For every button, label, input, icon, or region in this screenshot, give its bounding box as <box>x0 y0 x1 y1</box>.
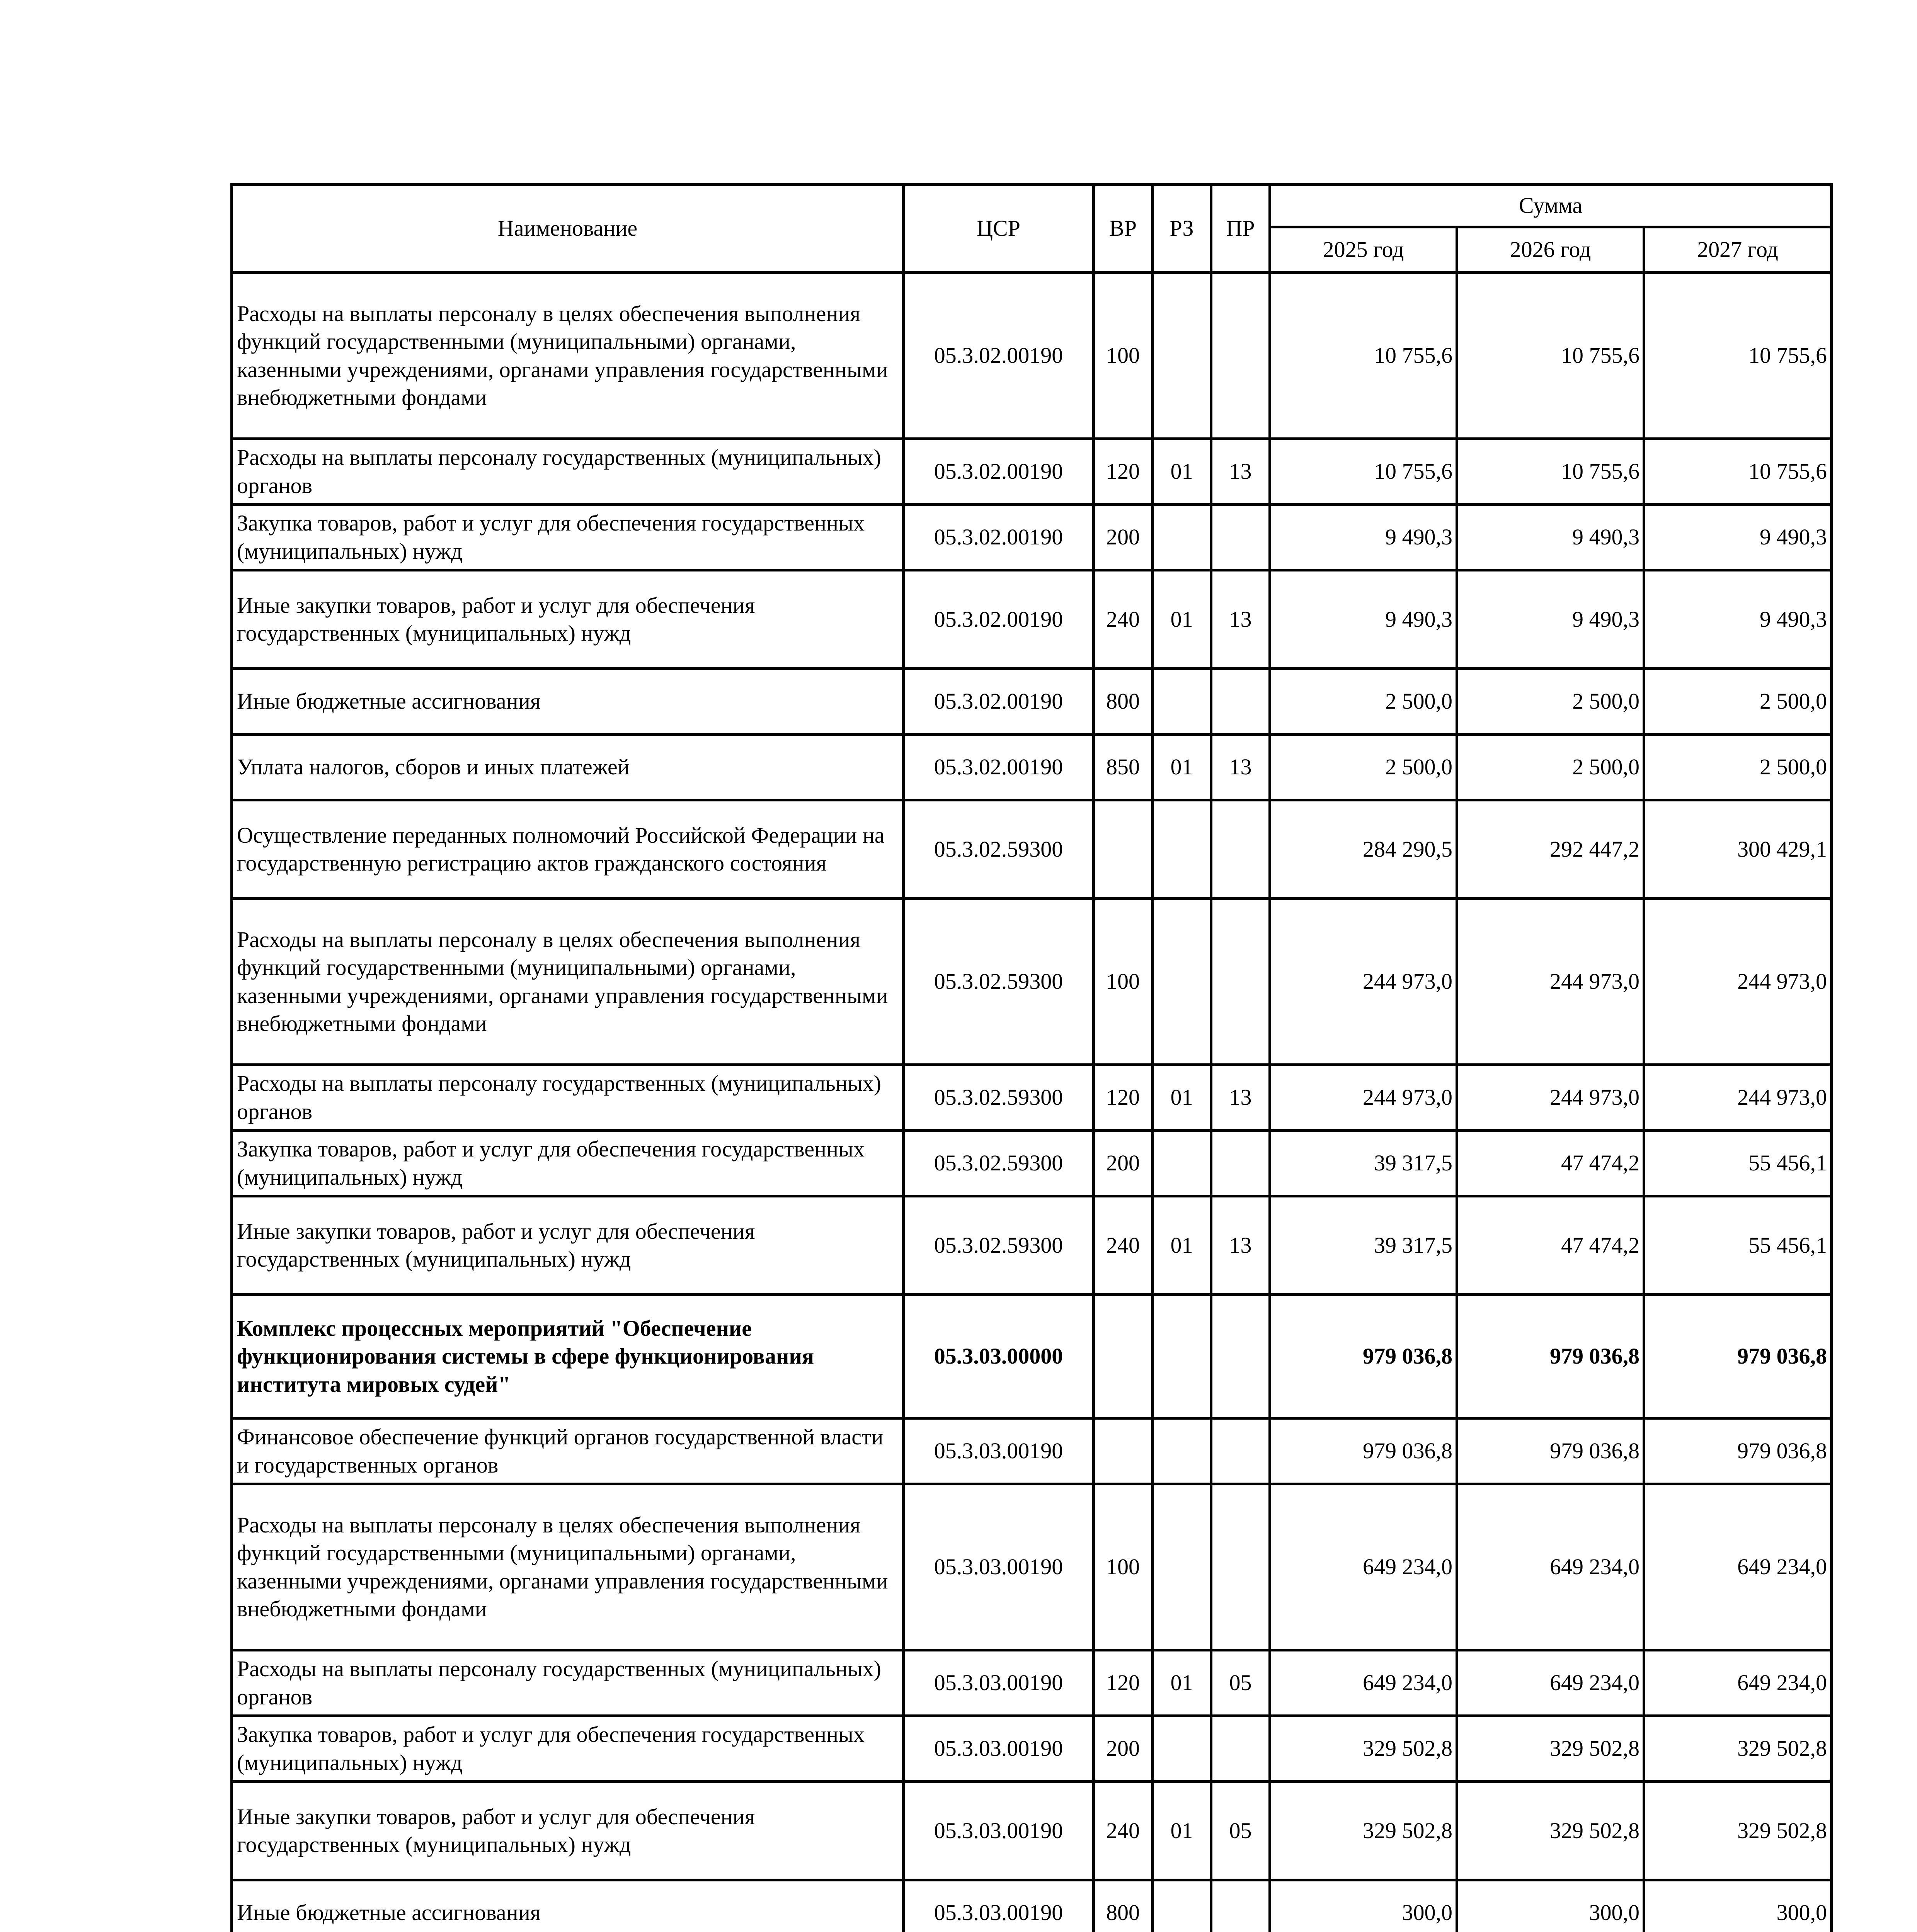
cell-rz <box>1153 1484 1211 1650</box>
cell-name: Закупка товаров, работ и услуг для обеспечения государственных (муниципальных) нужд <box>232 1716 904 1782</box>
cell-name: Расходы на выплаты персоналу государственных (муниципальных) органов <box>232 1650 904 1716</box>
table-row <box>232 1484 1832 1650</box>
header-rz: РЗ <box>1153 185 1211 273</box>
cell-vr: 120 <box>1094 1650 1153 1716</box>
table-body <box>232 273 1832 1932</box>
cell-2027: 2 500,0 <box>1644 735 1832 800</box>
table-row <box>232 1196 1832 1295</box>
header-pr: ПР <box>1211 185 1270 273</box>
table-row <box>232 735 1832 800</box>
cell-2027: 10 755,6 <box>1644 273 1832 439</box>
cell-2027: 300 429,1 <box>1644 800 1832 899</box>
cell-rz: 01 <box>1153 1065 1211 1131</box>
cell-name: Расходы на выплаты персоналу в целях обеспечения выполнения функций государственными (муниципальными) органами, казенными учреждениями, органами управления государственными внебюджетными фондами <box>232 899 904 1065</box>
cell-csr: 05.3.03.00190 <box>904 1484 1094 1650</box>
cell-2025: 329 502,8 <box>1270 1716 1457 1782</box>
cell-pr: 13 <box>1211 570 1270 669</box>
header-2025: 2025 год <box>1270 227 1457 273</box>
cell-vr: 200 <box>1094 505 1153 570</box>
cell-rz: 01 <box>1153 1650 1211 1716</box>
cell-pr <box>1211 1131 1270 1196</box>
table-row <box>232 1880 1832 1932</box>
cell-name: Осуществление переданных полномочий Российской Федерации на государственную регистрацию актов гражданского состояния <box>232 800 904 899</box>
table-row <box>232 1716 1832 1782</box>
cell-vr: 120 <box>1094 1065 1153 1131</box>
cell-2025: 649 234,0 <box>1270 1650 1457 1716</box>
table-row <box>232 800 1832 899</box>
header-csr: ЦСР <box>904 185 1094 273</box>
cell-2027: 300,0 <box>1644 1880 1832 1932</box>
table-row <box>232 1782 1832 1880</box>
cell-2027: 979 036,8 <box>1644 1295 1832 1418</box>
cell-csr: 05.3.02.59300 <box>904 1196 1094 1295</box>
cell-csr: 05.3.03.00000 <box>904 1295 1094 1418</box>
cell-2025: 39 317,5 <box>1270 1131 1457 1196</box>
cell-vr: 100 <box>1094 1484 1153 1650</box>
cell-csr: 05.3.02.00190 <box>904 669 1094 735</box>
cell-rz <box>1153 1716 1211 1782</box>
cell-2025: 244 973,0 <box>1270 1065 1457 1131</box>
cell-pr: 13 <box>1211 1196 1270 1295</box>
cell-vr: 240 <box>1094 570 1153 669</box>
cell-vr <box>1094 1295 1153 1418</box>
cell-2025: 979 036,8 <box>1270 1418 1457 1484</box>
cell-2027: 649 234,0 <box>1644 1484 1832 1650</box>
cell-csr: 05.3.03.00190 <box>904 1880 1094 1932</box>
cell-csr: 05.3.02.00190 <box>904 273 1094 439</box>
cell-vr: 800 <box>1094 669 1153 735</box>
budget-table <box>230 183 1833 1932</box>
cell-pr <box>1211 1295 1270 1418</box>
table-row <box>232 505 1832 570</box>
cell-2027: 9 490,3 <box>1644 570 1832 669</box>
table-row <box>232 669 1832 735</box>
cell-rz <box>1153 1880 1211 1932</box>
cell-2026: 244 973,0 <box>1457 899 1644 1065</box>
cell-2025: 649 234,0 <box>1270 1484 1457 1650</box>
cell-2027: 329 502,8 <box>1644 1782 1832 1880</box>
cell-2025: 9 490,3 <box>1270 505 1457 570</box>
cell-vr: 100 <box>1094 273 1153 439</box>
cell-pr <box>1211 1716 1270 1782</box>
cell-vr: 240 <box>1094 1196 1153 1295</box>
cell-csr: 05.3.02.59300 <box>904 800 1094 899</box>
cell-2027: 244 973,0 <box>1644 899 1832 1065</box>
cell-name: Расходы на выплаты персоналу государственных (муниципальных) органов <box>232 1065 904 1131</box>
cell-rz <box>1153 800 1211 899</box>
cell-2026: 47 474,2 <box>1457 1131 1644 1196</box>
cell-rz <box>1153 899 1211 1065</box>
table-row <box>232 570 1832 669</box>
header-2026: 2026 год <box>1457 227 1644 273</box>
cell-2027: 55 456,1 <box>1644 1196 1832 1295</box>
cell-2026: 329 502,8 <box>1457 1782 1644 1880</box>
cell-2027: 649 234,0 <box>1644 1650 1832 1716</box>
cell-2026: 9 490,3 <box>1457 505 1644 570</box>
cell-rz <box>1153 1295 1211 1418</box>
cell-vr: 850 <box>1094 735 1153 800</box>
cell-pr <box>1211 899 1270 1065</box>
cell-2027: 9 490,3 <box>1644 505 1832 570</box>
cell-2026: 9 490,3 <box>1457 570 1644 669</box>
cell-2025: 300,0 <box>1270 1880 1457 1932</box>
cell-2025: 9 490,3 <box>1270 570 1457 669</box>
header-name: Наименование <box>232 185 904 273</box>
cell-2026: 649 234,0 <box>1457 1650 1644 1716</box>
cell-vr <box>1094 1418 1153 1484</box>
cell-name: Иные закупки товаров, работ и услуг для обеспечения государственных (муниципальных) нужд <box>232 570 904 669</box>
cell-2026: 979 036,8 <box>1457 1295 1644 1418</box>
cell-2025: 244 973,0 <box>1270 899 1457 1065</box>
cell-2027: 10 755,6 <box>1644 439 1832 505</box>
cell-name: Комплекс процессных мероприятий "Обеспечение функционирования системы в сфере функционирования института мировых судей" <box>232 1295 904 1418</box>
cell-pr: 05 <box>1211 1782 1270 1880</box>
cell-2025: 2 500,0 <box>1270 669 1457 735</box>
cell-pr <box>1211 1880 1270 1932</box>
cell-pr <box>1211 273 1270 439</box>
cell-2026: 244 973,0 <box>1457 1065 1644 1131</box>
header-vr: ВР <box>1094 185 1153 273</box>
table-row <box>232 439 1832 505</box>
cell-2025: 284 290,5 <box>1270 800 1457 899</box>
cell-vr: 240 <box>1094 1782 1153 1880</box>
cell-pr <box>1211 669 1270 735</box>
cell-csr: 05.3.02.59300 <box>904 1065 1094 1131</box>
table-row <box>232 899 1832 1065</box>
table-row <box>232 273 1832 439</box>
cell-name: Иные бюджетные ассигнования <box>232 669 904 735</box>
cell-csr: 05.3.03.00190 <box>904 1716 1094 1782</box>
cell-name: Иные бюджетные ассигнования <box>232 1880 904 1932</box>
cell-name: Расходы на выплаты персоналу в целях обеспечения выполнения функций государственными (муниципальными) органами, казенными учреждениями, органами управления государственными внебюджетными фондами <box>232 273 904 439</box>
cell-pr: 05 <box>1211 1650 1270 1716</box>
cell-2025: 329 502,8 <box>1270 1782 1457 1880</box>
cell-rz: 01 <box>1153 735 1211 800</box>
cell-2026: 292 447,2 <box>1457 800 1644 899</box>
header-2027: 2027 год <box>1644 227 1832 273</box>
cell-2025: 10 755,6 <box>1270 439 1457 505</box>
cell-2025: 39 317,5 <box>1270 1196 1457 1295</box>
cell-2026: 47 474,2 <box>1457 1196 1644 1295</box>
cell-csr: 05.3.02.00190 <box>904 735 1094 800</box>
cell-2027: 55 456,1 <box>1644 1131 1832 1196</box>
cell-rz <box>1153 273 1211 439</box>
cell-rz <box>1153 1418 1211 1484</box>
cell-name: Иные закупки товаров, работ и услуг для обеспечения государственных (муниципальных) нужд <box>232 1782 904 1880</box>
cell-csr: 05.3.03.00190 <box>904 1418 1094 1484</box>
cell-2025: 10 755,6 <box>1270 273 1457 439</box>
header-sum: Сумма <box>1270 185 1832 227</box>
cell-2026: 2 500,0 <box>1457 735 1644 800</box>
cell-vr: 200 <box>1094 1716 1153 1782</box>
cell-name: Иные закупки товаров, работ и услуг для обеспечения государственных (муниципальных) нужд <box>232 1196 904 1295</box>
cell-csr: 05.3.03.00190 <box>904 1650 1094 1716</box>
cell-pr: 13 <box>1211 1065 1270 1131</box>
cell-vr: 800 <box>1094 1880 1153 1932</box>
cell-rz: 01 <box>1153 1196 1211 1295</box>
cell-name: Уплата налогов, сборов и иных платежей <box>232 735 904 800</box>
cell-2025: 979 036,8 <box>1270 1295 1457 1418</box>
cell-rz: 01 <box>1153 1782 1211 1880</box>
cell-name: Закупка товаров, работ и услуг для обеспечения государственных (муниципальных) нужд <box>232 505 904 570</box>
table-row <box>232 1295 1832 1418</box>
cell-2026: 2 500,0 <box>1457 669 1644 735</box>
cell-name: Финансовое обеспечение функций органов государственной власти и государственных органов <box>232 1418 904 1484</box>
cell-rz <box>1153 669 1211 735</box>
cell-2026: 649 234,0 <box>1457 1484 1644 1650</box>
cell-vr: 200 <box>1094 1131 1153 1196</box>
cell-2027: 979 036,8 <box>1644 1418 1832 1484</box>
cell-rz: 01 <box>1153 570 1211 669</box>
cell-2026: 10 755,6 <box>1457 439 1644 505</box>
table-row <box>232 1065 1832 1131</box>
cell-2026: 979 036,8 <box>1457 1418 1644 1484</box>
cell-2027: 244 973,0 <box>1644 1065 1832 1131</box>
cell-pr: 13 <box>1211 439 1270 505</box>
table-row <box>232 1418 1832 1484</box>
cell-pr <box>1211 1418 1270 1484</box>
cell-csr: 05.3.02.59300 <box>904 899 1094 1065</box>
cell-rz: 01 <box>1153 439 1211 505</box>
cell-vr: 120 <box>1094 439 1153 505</box>
cell-2026: 300,0 <box>1457 1880 1644 1932</box>
cell-csr: 05.3.02.00190 <box>904 570 1094 669</box>
cell-name: Расходы на выплаты персоналу в целях обеспечения выполнения функций государственными (муниципальными) органами, казенными учреждениями, органами управления государственными внебюджетными фондами <box>232 1484 904 1650</box>
header-row-top <box>232 185 1832 227</box>
cell-csr: 05.3.03.00190 <box>904 1782 1094 1880</box>
cell-vr <box>1094 800 1153 899</box>
cell-2026: 10 755,6 <box>1457 273 1644 439</box>
cell-vr: 100 <box>1094 899 1153 1065</box>
cell-pr <box>1211 800 1270 899</box>
cell-rz <box>1153 1131 1211 1196</box>
cell-pr <box>1211 505 1270 570</box>
cell-2027: 329 502,8 <box>1644 1716 1832 1782</box>
cell-rz <box>1153 505 1211 570</box>
table-row <box>232 1650 1832 1716</box>
cell-csr: 05.3.02.00190 <box>904 439 1094 505</box>
cell-csr: 05.3.02.59300 <box>904 1131 1094 1196</box>
cell-pr <box>1211 1484 1270 1650</box>
cell-pr: 13 <box>1211 735 1270 800</box>
cell-2025: 2 500,0 <box>1270 735 1457 800</box>
cell-2027: 2 500,0 <box>1644 669 1832 735</box>
cell-2026: 329 502,8 <box>1457 1716 1644 1782</box>
cell-name: Расходы на выплаты персоналу государственных (муниципальных) органов <box>232 439 904 505</box>
table-row <box>232 1131 1832 1196</box>
cell-csr: 05.3.02.00190 <box>904 505 1094 570</box>
cell-name: Закупка товаров, работ и услуг для обеспечения государственных (муниципальных) нужд <box>232 1131 904 1196</box>
